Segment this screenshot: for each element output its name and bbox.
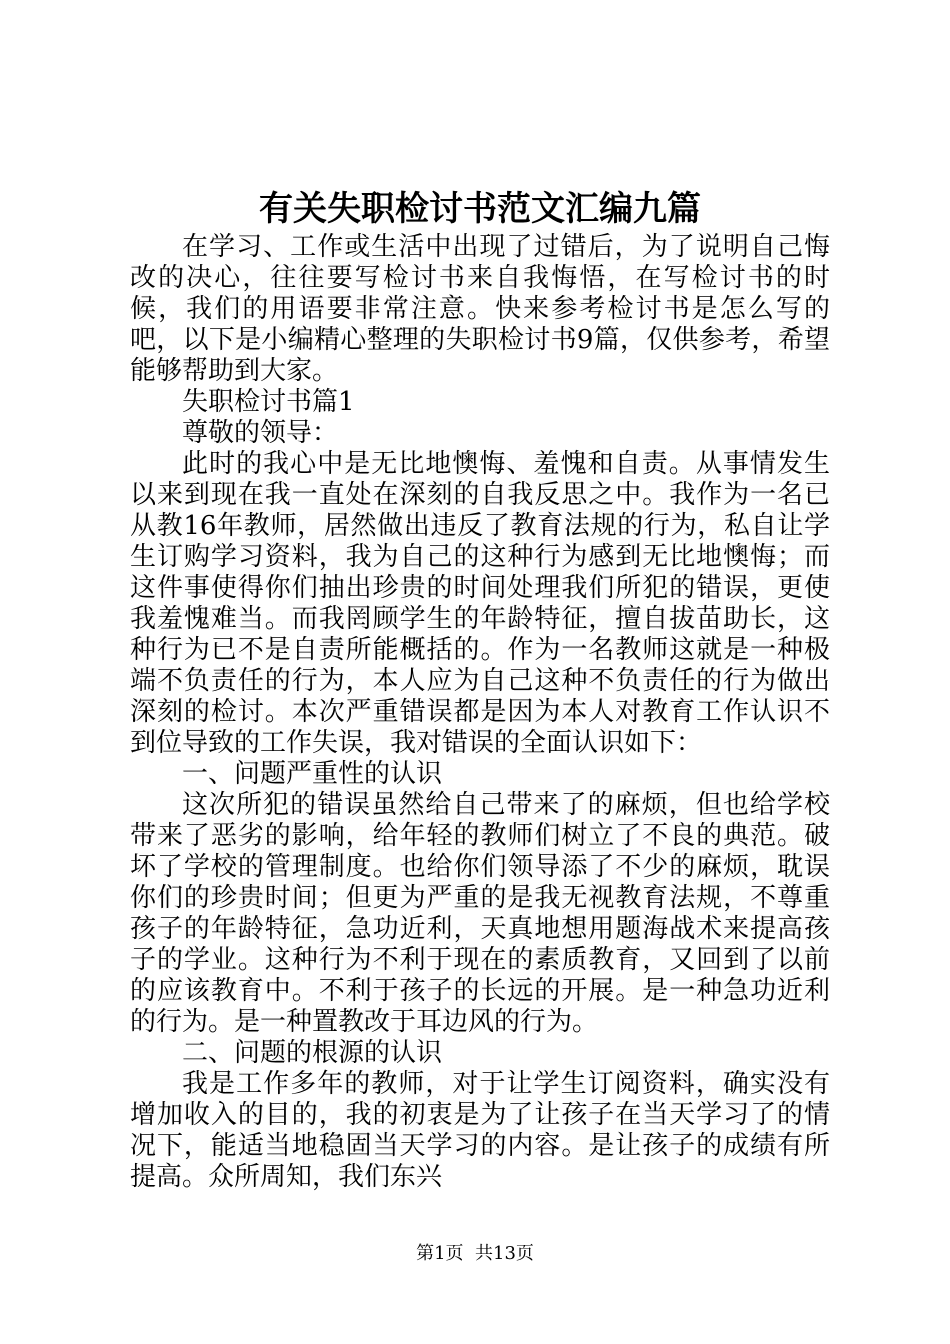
page-total: 共13页 bbox=[475, 1243, 534, 1264]
page-number: 第1页 bbox=[416, 1243, 464, 1264]
subheading: 二、问题的根源的认识 bbox=[182, 1038, 443, 1068]
salutation: 尊敬的领导： bbox=[182, 418, 339, 448]
subheading: 一、问题严重性的认识 bbox=[182, 759, 443, 789]
document-title: 有关失职检讨书范文汇编九篇 bbox=[259, 189, 701, 229]
body-paragraph: 此时的我心中是无比地懊悔、羞愧和自责。从事情发生以来到现在我一直处在深刻的自我反思之中。我作为一名已从教16年教师，居然做出违反了教育法规的行为，私自让学生订购学习资料，我为自己的这种行为感到无比地懊悔；而这件事使得你们抽出珍贵的时间处理我们所犯的错误，更使我羞愧难当。而我罔顾学生的年龄特征，擅自拔苗助长，这种行为已不是自责所能概括的。作为一名教师这就是一种极端不负责任的行为，本人应为自己这种不负责任的行为做出深刻的检讨。本次严重错误都是因为本人对教育工作认识不到位导致的工作失误，我对错误的全面认识如下： bbox=[130, 449, 830, 758]
body-paragraph: 这次所犯的错误虽然给自己带来了的麻烦，但也给学校带来了恶劣的影响，给年轻的教师们树立了不良的典范。破坏了学校的管理制度。也给你们领导添了不少的麻烦，耽误你们的珍贵时间；但更为严重的是我无视教育法规，不尊重孩子的年龄特征，急功近利，天真地想用题海战术来提高孩子的学业。这种行为不利于现在的素质教育，又回到了以前的应该教育中。不利于孩子的长远的开展。是一种急功近利的行为。是一种置教改于耳边风的行为。 bbox=[130, 790, 830, 1037]
section-heading: 失职检讨书篇1 bbox=[182, 387, 355, 417]
intro-paragraph: 在学习、工作或生活中出现了过错后，为了说明自己悔改的决心，往往要写检讨书来自我悔悟，在写检讨书的时候，我们的用语要非常注意。快来参考检讨书是怎么写的吧，以下是小编精心整理的失职检讨书9篇，仅供参考，希望能够帮助到大家。 bbox=[130, 232, 830, 386]
document-page bbox=[130, 186, 830, 1193]
page-footer bbox=[0, 1242, 950, 1266]
body-paragraph: 我是工作多年的教师，对于让学生订阅资料，确实没有增加收入的目的，我的初衷是为了让孩子在当天学习了的情况下，能适当地稳固当天学习的内容。是让孩子的成绩有所提高。众所周知，我们东兴 bbox=[130, 1069, 830, 1192]
